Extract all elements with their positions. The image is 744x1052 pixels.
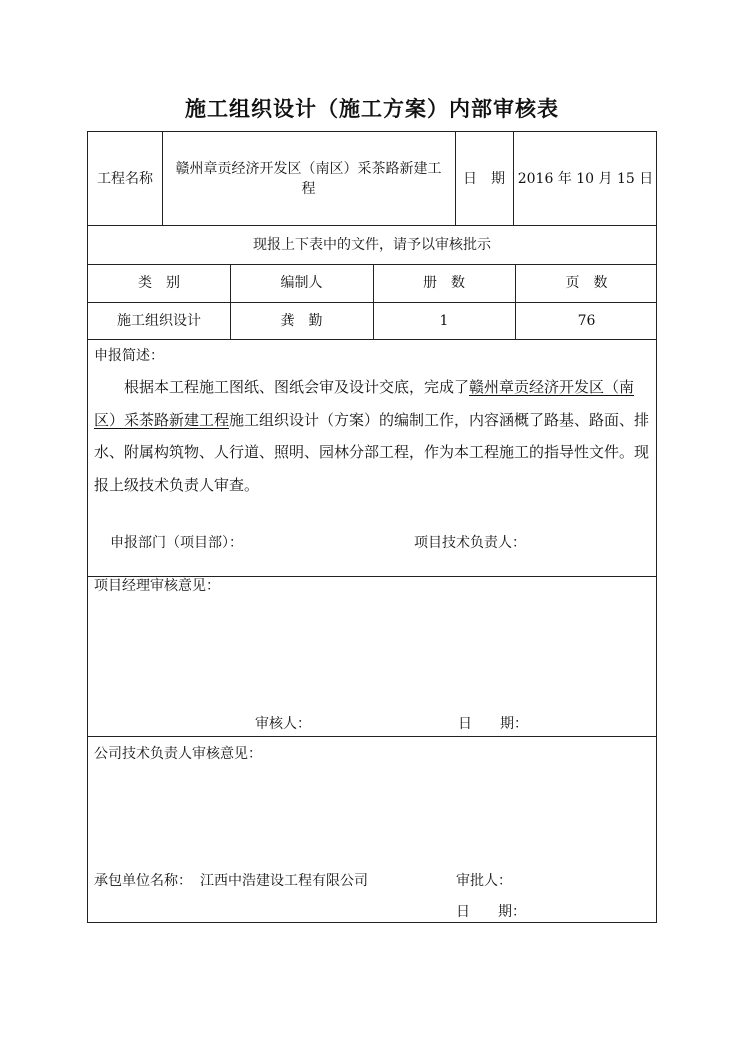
request-line: 现报上下表中的文件，请予以审核批示 [253,236,491,253]
col-header-pages: 页 数 [565,275,608,291]
contractor-name: 江西中浩建设工程有限公司 [200,873,368,889]
review-form-table [87,131,657,923]
col-header-volumes: 册 数 [423,275,465,291]
summary-label: 申报简述： [94,348,164,364]
tech-lead-label: 项目技术负责人： [414,535,526,551]
company-review-label: 公司技术负责人审核意见： [94,746,262,762]
cell-category: 施工组织设计 [117,312,201,329]
row-divider [88,339,656,340]
summary-text-before: 根据本工程施工图纸、图纸会审及设计交底，完成了 [124,378,470,396]
project-name-value: 赣州章贡经济开发区（南区）采茶路新建工程 [175,160,442,197]
pm-reviewer-label: 审核人： [255,716,311,732]
pm-date-label: 日 期： [458,716,528,732]
summary-paragraph [88,371,656,501]
page-title: 施工组织设计（施工方案）内部审核表 [185,96,559,121]
summary-project-name: 赣州章贡经济开发区（南区）采茶路新建工程 [94,378,635,429]
row-divider [88,736,656,737]
summary-text-after: 施工组织设计（方案）的编制工作，内容涵概了路基、路面、排水、附属构筑物、人行道、照明、园林分部工程，作为本工程施工的指导性文件。现报上级技术负责人审查。 [94,410,650,494]
dept-label: 申报部门（项目部）： [110,535,243,551]
col-header-category: 类 别 [138,275,180,291]
contractor-label: 承包单位名称： [94,873,192,889]
cell-pages: 76 [577,312,596,329]
approver-label: 审批人： [456,873,512,889]
company-date-label: 日 期： [456,904,526,920]
col-header-author: 编制人 [280,275,323,291]
cell-volumes: 1 [439,312,449,329]
project-name-label: 工程名称 [97,170,153,187]
pm-review-label: 项目经理审核意见： [94,578,220,594]
date-value: 2016 年 10 月 15 日 [517,170,654,187]
cell-author: 龚 勤 [280,312,323,329]
date-label: 日 期 [463,170,505,187]
